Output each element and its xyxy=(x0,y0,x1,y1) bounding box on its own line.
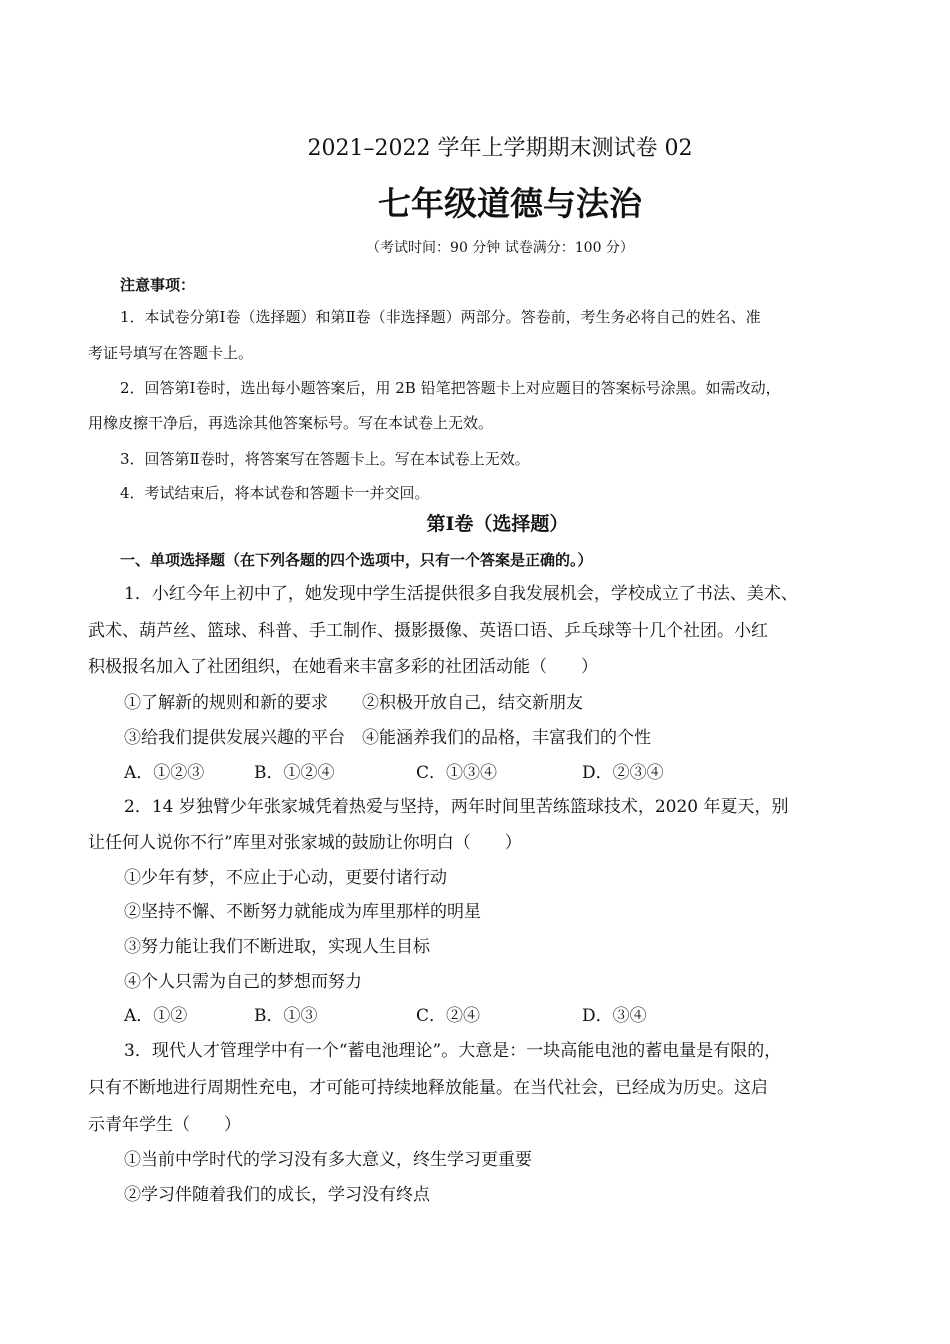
q1-stem-line-1: 1．小红今年上初中了，她发现中学生活提供很多自我发展机会，学校成立了书法、美术、 xyxy=(124,584,798,604)
q3-statement-2: ②学习伴随着我们的成长，学习没有终点 xyxy=(124,1185,430,1205)
part-heading: 一、单项选择题（在下列各题的四个选项中，只有一个答案是正确的。） xyxy=(120,551,593,569)
exam-title: 2021–2022 学年上学期期末测试卷 02 xyxy=(307,136,693,161)
q1-option-b: B．①②④ xyxy=(254,763,335,783)
q1-option-a: A．①②③ xyxy=(124,763,205,783)
q2-option-d: D．③④ xyxy=(582,1006,647,1026)
q2-stem-line-1: 2．14 岁独臂少年张家城凭着热爱与坚持，两年时间里苦练篮球技术，2020 年夏天，别 xyxy=(124,797,789,817)
q3-statement-1: ①当前中学时代的学习没有多大意义，终生学习更重要 xyxy=(124,1150,532,1170)
q2-stem-line-2: 让任何人说你不行”库里对张家城的鼓励让你明白（ ） xyxy=(88,833,522,853)
q2-option-c: C．②④ xyxy=(416,1006,481,1026)
q2-statement-4: ④个人只需为自己的梦想而努力 xyxy=(124,972,362,992)
q2-statement-1: ①少年有梦，不应止于心动，更要付诸行动 xyxy=(124,868,447,888)
notes-heading: 注意事项： xyxy=(120,276,196,294)
q2-option-a: A．①② xyxy=(124,1006,188,1026)
note-1-line-2: 考证号填写在答题卡上。 xyxy=(88,344,254,362)
q1-statement-row-2: ③给我们提供发展兴趣的平台 ④能涵养我们的品格，丰富我们的个性 xyxy=(124,728,651,748)
note-2-line-2: 用橡皮擦干净后，再选涂其他答案标号。写在本试卷上无效。 xyxy=(88,414,494,432)
q3-stem-line-1: 3．现代人才管理学中有一个“蓄电池理论”。大意是：一块高能电池的蓄电量是有限的， xyxy=(124,1041,782,1061)
section-title: 第Ⅰ卷（选择题） xyxy=(426,513,569,535)
note-2-line-1: 2．回答第Ⅰ卷时，选出每小题答案后，用 2B 铅笔把答题卡上对应题目的答案标号涂黑。如需改动， xyxy=(120,379,781,397)
q1-option-d: D．②③④ xyxy=(582,763,664,783)
q2-statement-3: ③努力能让我们不断进取，实现人生目标 xyxy=(124,937,430,957)
q2-option-b: B．①③ xyxy=(254,1006,318,1026)
note-4: 4．考试结束后，将本试卷和答题卡一并交回。 xyxy=(120,484,430,502)
subject-title: 七年级道德与法治 xyxy=(378,184,642,223)
q3-stem-line-2: 只有不断地进行周期性充电，才可能可持续地释放能量。在当代社会，已经成为历史。这启 xyxy=(88,1078,768,1098)
note-1-line-1: 1．本试卷分第Ⅰ卷（选择题）和第Ⅱ卷（非选择题）两部分。答卷前，考生务必将自己的姓名、准 xyxy=(120,308,761,326)
q1-stem-line-2: 武术、葫芦丝、篮球、科普、手工制作、摄影摄像、英语口语、乒乓球等十几个社团。小红 xyxy=(88,621,768,641)
q3-stem-line-3: 示青年学生（ ） xyxy=(88,1115,241,1135)
q1-statement-row-1: ①了解新的规则和新的要求 ②积极开放自己，结交新朋友 xyxy=(124,693,583,713)
note-3: 3．回答第Ⅱ卷时，将答案写在答题卡上。写在本试卷上无效。 xyxy=(120,450,530,468)
exam-info: （考试时间：90 分钟 试卷满分：100 分） xyxy=(366,240,634,256)
q1-stem-line-3: 积极报名加入了社团组织，在她看来丰富多彩的社团活动能（ ） xyxy=(88,657,598,677)
q2-statement-2: ②坚持不懈、不断努力就能成为库里那样的明星 xyxy=(124,902,481,922)
q1-option-c: C．①③④ xyxy=(416,763,498,783)
